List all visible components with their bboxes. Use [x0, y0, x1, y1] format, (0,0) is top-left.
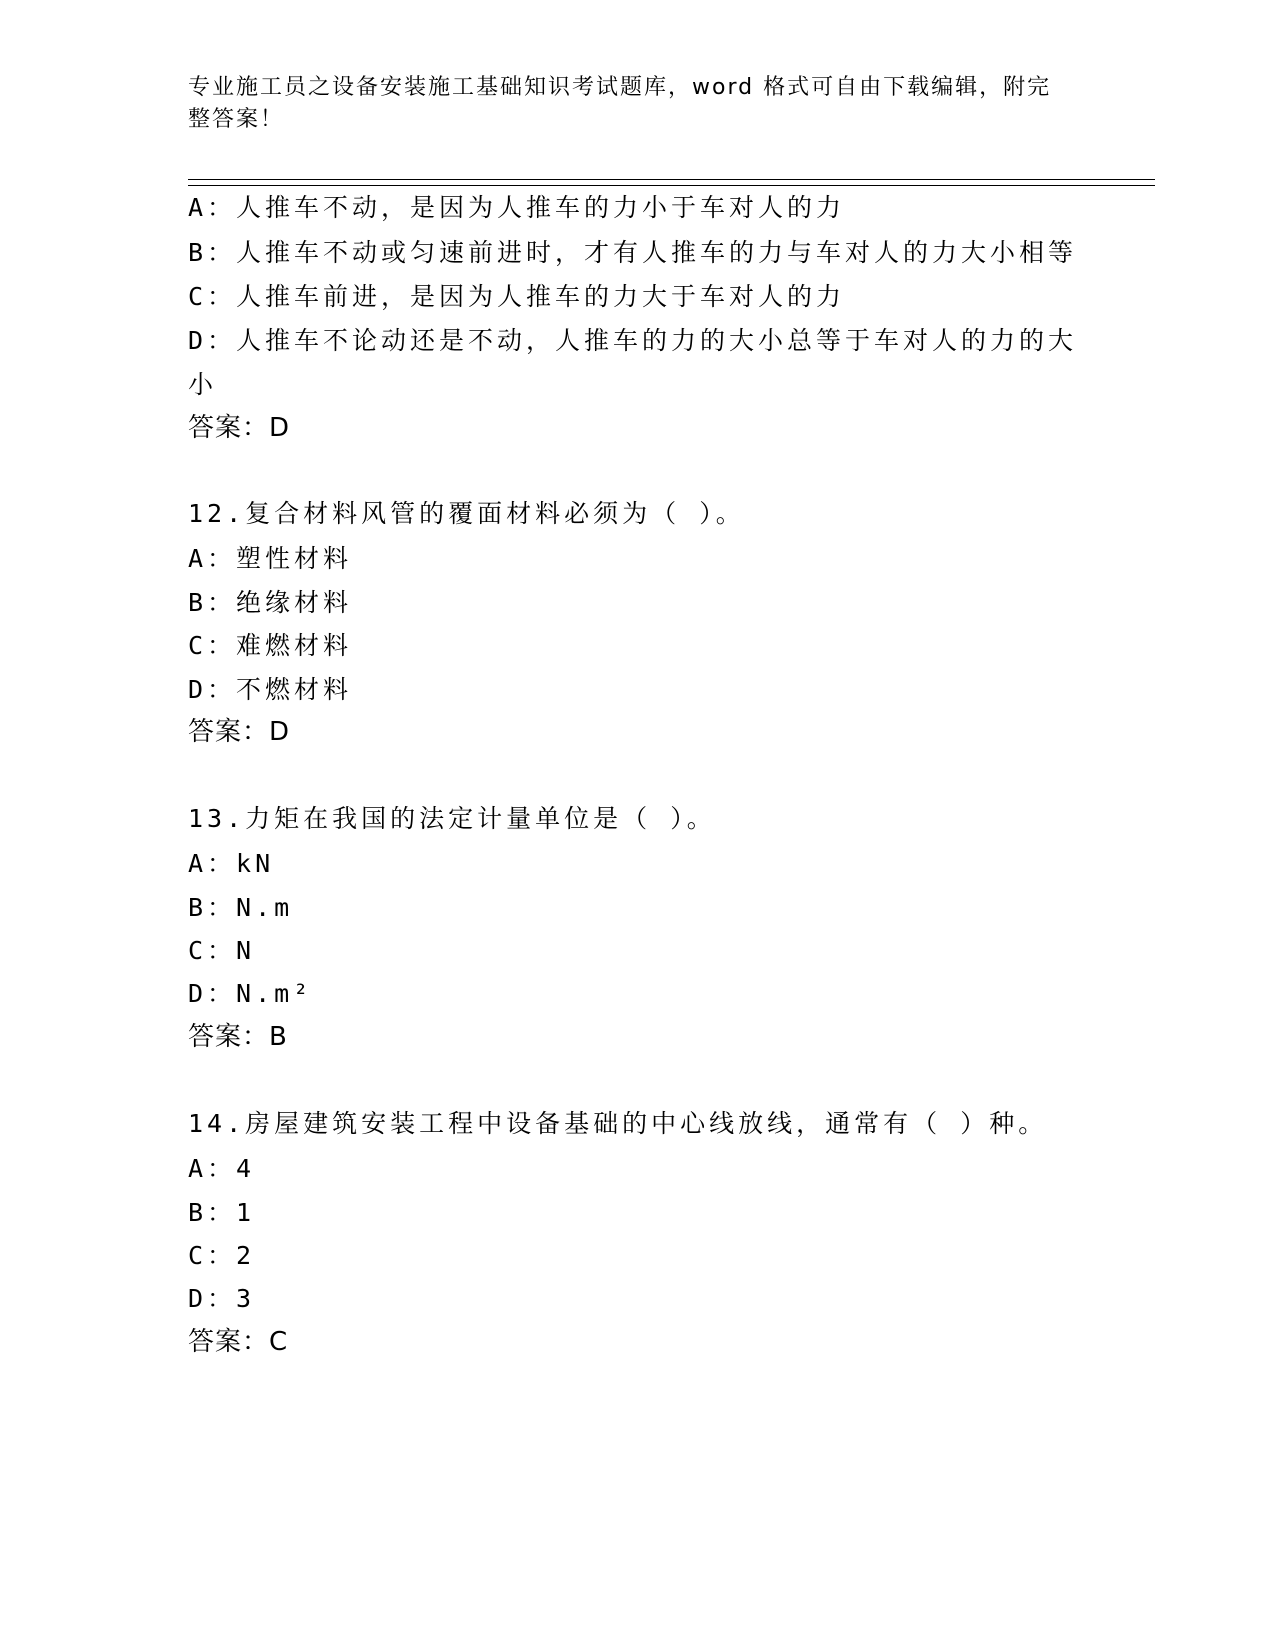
q12-answer: 答案：D [188, 717, 291, 747]
q13-answer: 答案：B [188, 1022, 288, 1052]
header-divider-bottom [188, 185, 1155, 186]
document-header [188, 72, 1068, 136]
q14-stem: 14.房屋建筑安装工程中设备基础的中心线放线，通常有（ ）种。 [188, 1109, 1048, 1138]
q14-option-c: C：2 [188, 1241, 256, 1270]
q13-option-d: D：N.m² [188, 979, 313, 1008]
q13-option-b: B：N.m [188, 893, 294, 922]
q13-option-c: C：N [188, 936, 256, 965]
q11-option-d: D：人推车不论动还是不动，人推车的力的大小总等于车对人的力的大 [188, 326, 1078, 355]
q12-stem: 12.复合材料风管的覆面材料必须为（ ）。 [188, 499, 745, 528]
q11-option-a: A：人推车不动，是因为人推车的力小于车对人的力 [188, 193, 846, 222]
header-line-2: 整答案！ [188, 107, 285, 132]
q14-option-b: B：1 [188, 1198, 256, 1227]
q14-option-a: A：4 [188, 1154, 256, 1183]
q12-option-a: A：塑性材料 [188, 544, 353, 573]
q12-option-c: C：难燃材料 [188, 631, 353, 660]
q12-option-d: D：不燃材料 [188, 675, 353, 704]
q11-option-d-wrap: 小 [188, 370, 218, 399]
q13-stem: 13.力矩在我国的法定计量单位是（ ）。 [188, 804, 716, 833]
q13-option-a: A：kN [188, 849, 275, 878]
header-line-1: 专业施工员之设备安装施工基础知识考试题库，word 格式可自由下载编辑，附完 [188, 75, 1052, 100]
q14-answer: 答案：C [188, 1327, 289, 1357]
q12-option-b: B：绝缘材料 [188, 588, 353, 617]
q11-option-c: C：人推车前进，是因为人推车的力大于车对人的力 [188, 282, 846, 311]
header-divider-top [188, 179, 1155, 180]
q11-answer: 答案：D [188, 413, 291, 443]
q11-option-b: B：人推车不动或匀速前进时，才有人推车的力与车对人的力大小相等 [188, 238, 1078, 267]
q14-option-d: D：3 [188, 1284, 256, 1313]
